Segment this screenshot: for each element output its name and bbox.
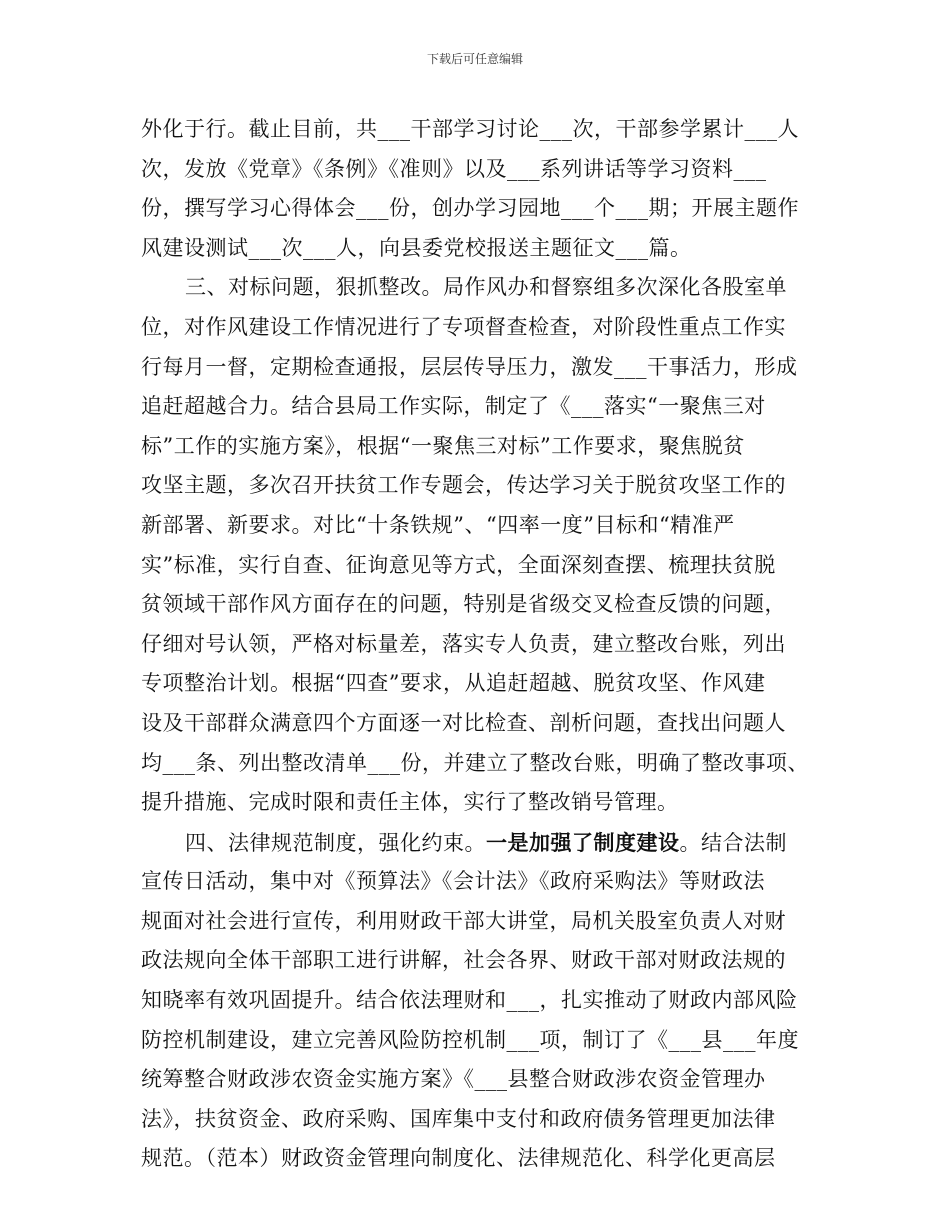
text-line: 实”标准，实行自查、征询意见等方式，全面深刻查摆、梳理扶贫脱	[141, 552, 776, 577]
text-line: 仔细对号认领，严格对标量差，落实专人负责，建立整改台账，列出	[141, 631, 786, 656]
text-line: 次，发放《党章》《条例》《准则》以及___系列讲话等学习资料___	[141, 156, 767, 181]
text-line: 专项整治计划。根据“四查”要求，从追赶超越、脱贫攻坚、作风建	[141, 671, 766, 696]
text-line: 统筹整合财政涉农资金实施方案》《___县整合财政涉农资金管理办	[141, 1067, 766, 1092]
text-line: 行每月一督，定期检查通报，层层传导压力，激发___干事活力，形成	[141, 354, 798, 379]
paragraph-3-start: 三、对标问题，狠抓整改。局作风办和督察组多次深化各股室单	[185, 275, 787, 300]
text-line: 政法规向全体干部职工进行讲解，社会各界、财政干部对财政法规的	[141, 948, 786, 973]
paragraph-4-rest: 。结合法制	[679, 830, 787, 855]
text-line: 标”工作的实施方案》，根据“一聚焦三对标”工作要求，聚焦脱贫	[141, 433, 745, 458]
text-line: 宣传日活动，集中对《预算法》《会计法》《政府采购法》等财政法	[141, 869, 765, 894]
text-line: 均___条、列出整改清单___份，并建立了整改台账，明确了整改事项、	[141, 750, 809, 775]
text-line: 提升措施、完成时限和责任主体，实行了整改销号管理。	[141, 790, 679, 815]
text-line: 外化于行。截止目前，共___干部学习讨论___次，干部参学累计___人	[141, 117, 799, 141]
text-line: 位，对作风建设工作情况进行了专项督查检查，对阶段性重点工作实	[141, 314, 786, 339]
text-line: 贫领域干部作风方面存在的问题，特别是省级交叉检查反馈的问题，	[141, 592, 786, 617]
text-line: 规面对社会进行宣传，利用财政干部大讲堂，局机关股室负责人对财	[141, 908, 786, 933]
text-line: 攻坚主题，多次召开扶贫工作专题会，传达学习关于脱贫攻坚工作的	[141, 473, 786, 498]
paragraph-4-lead: 四、法律规范制度，强化约束。	[185, 830, 486, 855]
bold-heading: 一是加强了制度建设	[486, 829, 680, 855]
text-line: 知晓率有效巩固提升。结合依法理财和___，扎实推动了财政内部风险	[141, 988, 798, 1013]
text-line: 规范。（范本）财政资金管理向制度化、法律规范化、科学化更高层	[141, 1146, 776, 1171]
paragraph-4-start	[141, 823, 811, 863]
text-line: 追赶超越合力。结合县局工作实际，制定了《___落实“一聚焦三对	[141, 394, 766, 419]
text-line: 设及干部群众满意四个方面逐一对比检查、剖析问题，查找出问题人	[141, 710, 786, 735]
document-body	[141, 110, 811, 1179]
page-header: 下载后可任意编辑	[426, 52, 523, 66]
text-line: 防控机制建设，建立完善风险防控机制___项，制订了《___县___年度	[141, 1027, 799, 1052]
text-line: 法》，扶贫资金、政府采购、国库集中支付和政府债务管理更加法律	[141, 1106, 776, 1131]
text-line: 份，撰写学习心得体会___份，创办学习园地___个___期；开展主题作	[141, 196, 799, 221]
text-line: 风建设测试___次___人，向县委党校报送主题征文___篇。	[141, 235, 692, 260]
text-line: 新部署、新要求。对比“十条铁规”、“四率一度”目标和“精准严	[141, 512, 735, 537]
